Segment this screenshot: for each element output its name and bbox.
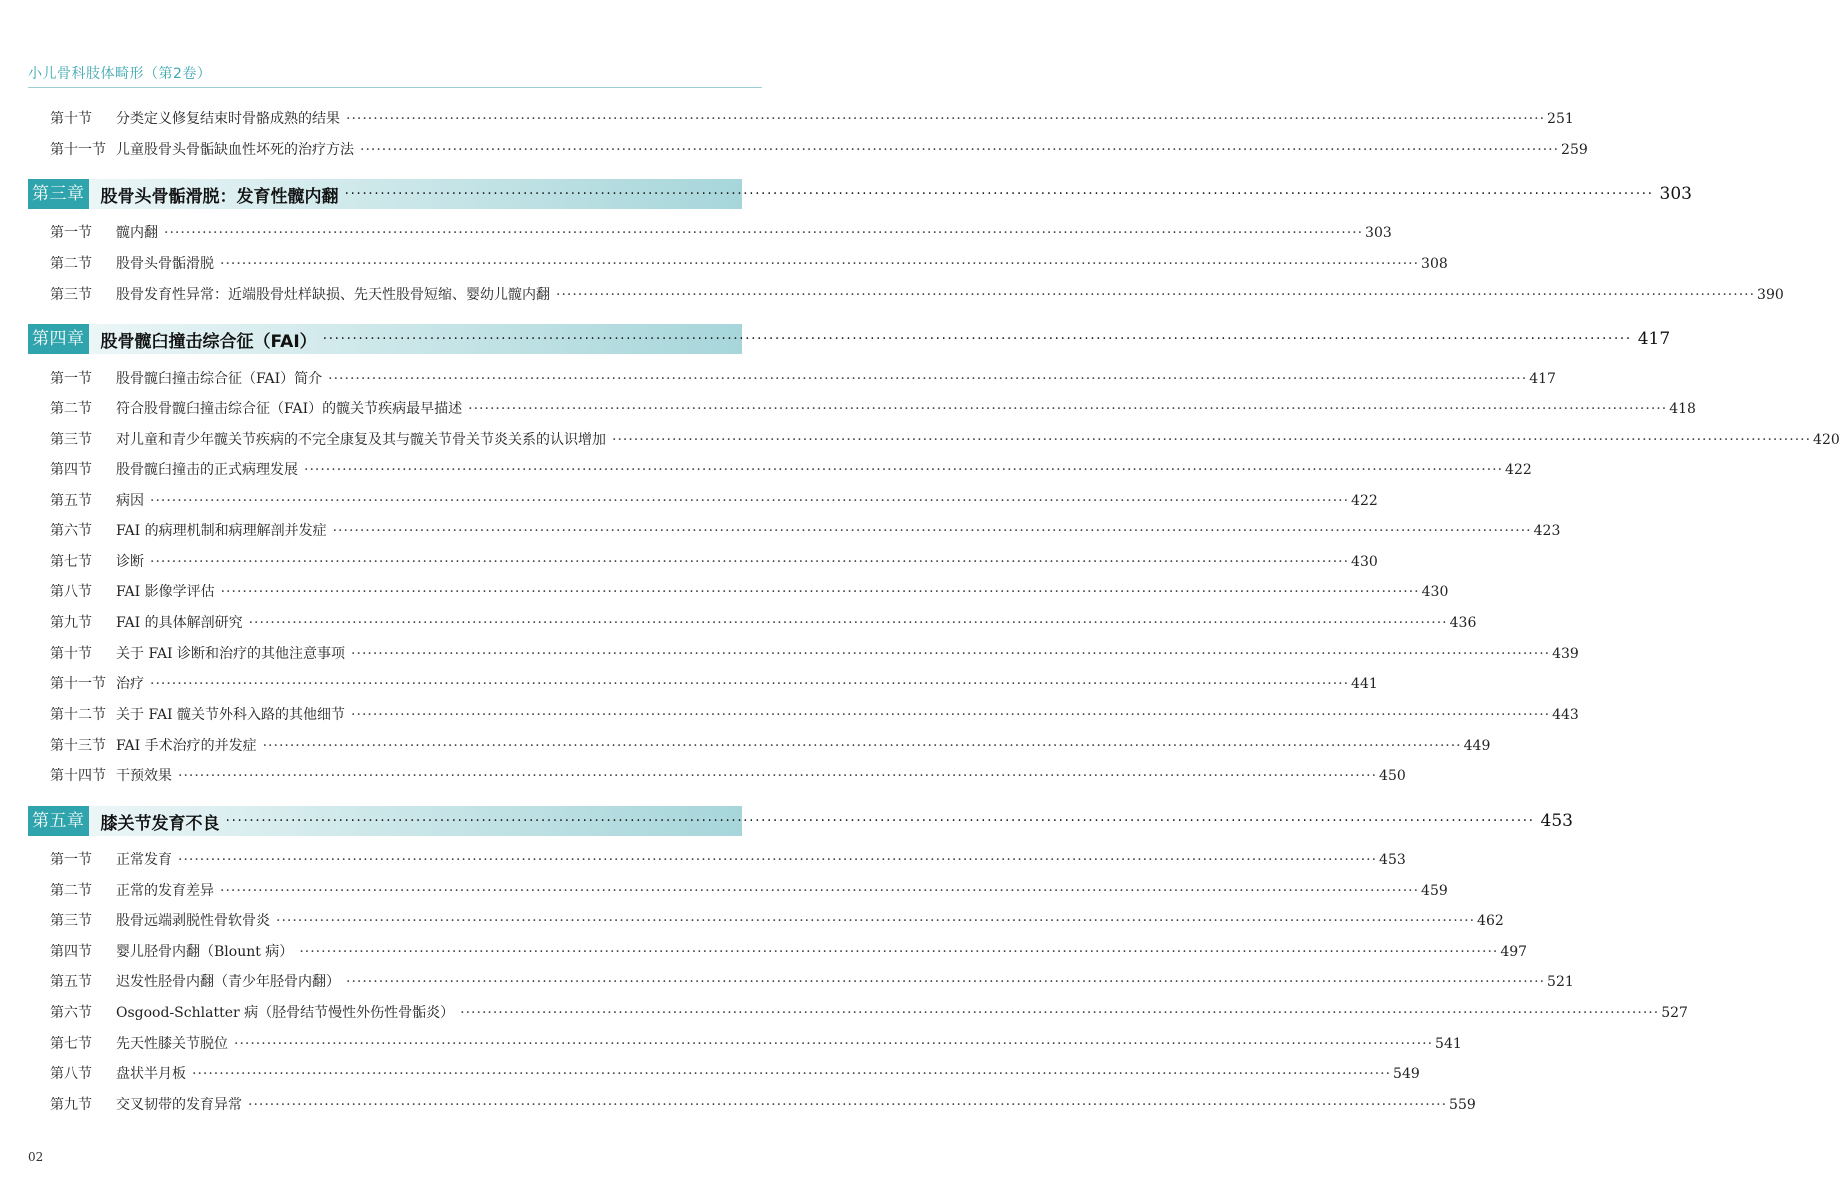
section-title: 婴儿胫骨内翻（Blount 病） [116,944,294,960]
section-title: 正常的发育差异 [116,883,214,899]
section-number: 第三节 [50,432,92,448]
page-reference: 390 [1757,287,1784,303]
page-reference: 259 [1561,142,1588,158]
page-reference: 443 [1552,707,1579,723]
toc-entry [50,581,1449,603]
dot-leader: ···························································································································································································································· [346,974,1546,990]
page-reference: 441 [1351,676,1378,692]
section-number: 第二节 [50,883,92,899]
dot-leader: ···························································································································································································································· [299,944,1499,960]
toc-entry [50,910,1504,932]
page-reference: 462 [1477,913,1504,929]
section-title: Osgood-Schlatter 病（胫骨结节慢性外伤性骨骺炎） [116,1005,455,1021]
chapter-title: 股骨髋臼撞击综合征（FAI） [100,331,317,352]
dot-leader: ···························································································································································································································· [332,523,1532,539]
dot-leader: ···························································································································································································································· [164,225,1364,241]
toc-entry [50,459,1532,481]
section-number: 第十三节 [50,738,106,754]
section-number: 第四节 [50,462,92,478]
dot-leader: ···························································································································································································································· [351,707,1551,723]
dot-leader: ···························································································································································································································· [234,1036,1434,1052]
page-reference: 417 [1637,329,1671,349]
page-reference: 439 [1552,646,1579,662]
dot-leader: ···························································································································································································································· [220,883,1420,899]
section-number: 第四节 [50,944,92,960]
section-number: 第五节 [50,493,92,509]
dot-leader: ···························································································································································································································· [192,1066,1392,1082]
section-number: 第一节 [50,371,92,387]
dot-leader: ···························································································································································································································· [328,371,1528,387]
section-title: 符合股骨髋臼撞击综合征（FAI）的髋关节疾病最早描述 [116,401,463,417]
section-title: 正常发育 [116,852,172,868]
section-title: FAI 手术治疗的并发症 [116,738,257,754]
section-title: 股骨发育性异常：近端股骨灶样缺损、先天性股骨短缩、婴幼儿髋内翻 [116,287,550,303]
dot-leader: ···························································································································································································································· [150,554,1350,570]
section-title: 盘状半月板 [116,1066,186,1082]
toc-entry [50,1063,1420,1085]
toc-entry [50,429,1840,451]
toc-entry [50,941,1528,963]
page-reference: 459 [1421,883,1448,899]
chapter-title: 股骨头骨骺滑脱：发育性髋内翻 [100,186,339,207]
section-number: 第二节 [50,401,92,417]
toc-entry [50,1094,1476,1116]
page-number: 02 [28,1150,44,1164]
page-reference: 559 [1449,1097,1476,1113]
dot-leader: ···························································································································································································································· [351,646,1551,662]
dot-leader: ···························································································································································································································· [468,401,1668,417]
section-title: 分类定义修复结束时骨骼成熟的结果 [116,111,340,127]
toc-entry [50,520,1561,542]
section-title: 关于 FAI 髋关节外科入路的其他细节 [116,707,346,723]
section-title: 股骨髋臼撞击综合征（FAI）简介 [116,371,323,387]
page-reference: 497 [1500,944,1528,960]
section-number: 第三节 [50,287,92,303]
page-reference: 430 [1421,584,1449,600]
dot-leader: ···························································································································································································································· [178,852,1378,868]
chapter-title: 膝关节发育不良 [100,813,220,834]
dot-leader: ···························································································································································································································· [150,493,1350,509]
toc-entry [50,880,1448,902]
toc-entry [50,139,1588,161]
dot-leader: ···························································································································································································································· [220,584,1420,600]
page-reference: 436 [1449,615,1477,631]
chapter-heading [28,179,1692,209]
page-reference: 422 [1351,493,1378,509]
section-number: 第八节 [50,1066,92,1082]
page-reference: 303 [1365,225,1392,241]
toc-entry [50,643,1579,665]
page-reference: 303 [1659,184,1692,204]
section-title: 先天性膝关节脱位 [116,1036,228,1052]
section-number: 第十一节 [50,676,106,692]
section-number: 第六节 [50,523,92,539]
dot-leader: ···························································································································································································································· [344,186,1654,202]
section-title: 对儿童和青少年髋关节疾病的不完全康复及其与髋关节骨关节炎关系的认识增加 [116,432,606,448]
section-title: FAI 的具体解剖研究 [116,615,243,631]
dot-leader: ···························································································································································································································· [556,287,1756,303]
dot-leader: ···························································································································································································································· [150,676,1350,692]
chapter-heading [28,324,1671,354]
toc-entry [50,971,1574,993]
page-reference: 549 [1393,1066,1420,1082]
section-title: 髋内翻 [116,225,158,241]
dot-leader: ···························································································································································································································· [346,111,1546,127]
section-number: 第十一节 [50,142,106,158]
toc-entry [50,490,1378,512]
page-reference: 251 [1547,111,1574,127]
section-number: 第二节 [50,256,92,272]
section-title: 干预效果 [116,768,172,784]
page-reference: 420 [1813,432,1840,448]
dot-leader: ···························································································································································································································· [220,256,1420,272]
section-title: FAI 的病理机制和病理解剖并发症 [116,523,327,539]
dot-leader: ···························································································································································································································· [262,738,1462,754]
page-reference: 450 [1379,768,1406,784]
toc-entry [50,398,1696,420]
section-title: 交叉韧带的发育异常 [116,1097,242,1113]
section-title: 关于 FAI 诊断和治疗的其他注意事项 [116,646,346,662]
chapter-number: 第三章 [28,179,89,209]
section-number: 第五节 [50,974,92,990]
toc-entry [50,612,1477,634]
page-reference: 418 [1669,401,1696,417]
dot-leader: ···························································································································································································································· [460,1005,1660,1021]
toc-entry [50,253,1448,275]
section-title: 股骨远端剥脱性骨软骨炎 [116,913,270,929]
section-number: 第八节 [50,584,92,600]
section-number: 第一节 [50,852,92,868]
section-title: 迟发性胫骨内翻（青少年胫骨内翻） [116,974,340,990]
dot-leader: ···························································································································································································································· [178,768,1378,784]
page-reference: 453 [1379,852,1406,868]
dot-leader: ···························································································································································································································· [276,913,1476,929]
dot-leader: ···························································································································································································································· [248,1097,1448,1113]
section-number: 第三节 [50,913,92,929]
toc-entry [50,1002,1688,1024]
section-title: 股骨头骨骺滑脱 [116,256,214,272]
page-reference: 417 [1529,371,1556,387]
dot-leader: ···························································································································································································································· [225,813,1535,829]
toc-entry [50,1033,1462,1055]
toc-entry [50,765,1406,787]
toc-entry [50,849,1406,871]
section-title: 治疗 [116,676,144,692]
page-reference: 541 [1435,1036,1462,1052]
dot-leader: ···························································································································································································································· [360,142,1560,158]
section-number: 第九节 [50,615,92,631]
header-rule [28,87,762,88]
section-title: 诊断 [116,554,144,570]
page-reference: 449 [1463,738,1491,754]
running-head: 小儿骨科肢体畸形（第2卷） [28,66,212,82]
section-number: 第七节 [50,1036,92,1052]
toc-entry [50,673,1378,695]
section-title: 股骨髋臼撞击的正式病理发展 [116,462,298,478]
chapter-heading [28,806,1573,836]
dot-leader: ···························································································································································································································· [248,615,1448,631]
page-reference: 527 [1661,1005,1688,1021]
section-number: 第一节 [50,225,92,241]
dot-leader: ···························································································································································································································· [612,432,1812,448]
section-title: 病因 [116,493,144,509]
section-title: 儿童股骨头骨骺缺血性坏死的治疗方法 [116,142,354,158]
toc-entry [50,704,1579,726]
toc-entry [50,551,1378,573]
toc-entry [50,108,1574,130]
toc-entry [50,222,1392,244]
section-number: 第九节 [50,1097,92,1113]
toc-entry [50,284,1784,306]
section-number: 第十节 [50,646,92,662]
page-reference: 422 [1505,462,1532,478]
chapter-number: 第四章 [28,324,89,354]
toc-entry [50,368,1556,390]
dot-leader: ···························································································································································································································· [322,331,1632,347]
page-reference: 430 [1351,554,1378,570]
section-number: 第十二节 [50,707,106,723]
page-reference: 521 [1547,974,1574,990]
page-reference: 453 [1540,811,1573,831]
dot-leader: ···························································································································································································································· [304,462,1504,478]
section-number: 第十节 [50,111,92,127]
page-reference: 308 [1421,256,1448,272]
chapter-number: 第五章 [28,806,89,836]
section-title: FAI 影像学评估 [116,584,215,600]
section-number: 第六节 [50,1005,92,1021]
section-number: 第七节 [50,554,92,570]
section-number: 第十四节 [50,768,106,784]
toc-entry [50,735,1491,757]
page-reference: 423 [1533,523,1561,539]
